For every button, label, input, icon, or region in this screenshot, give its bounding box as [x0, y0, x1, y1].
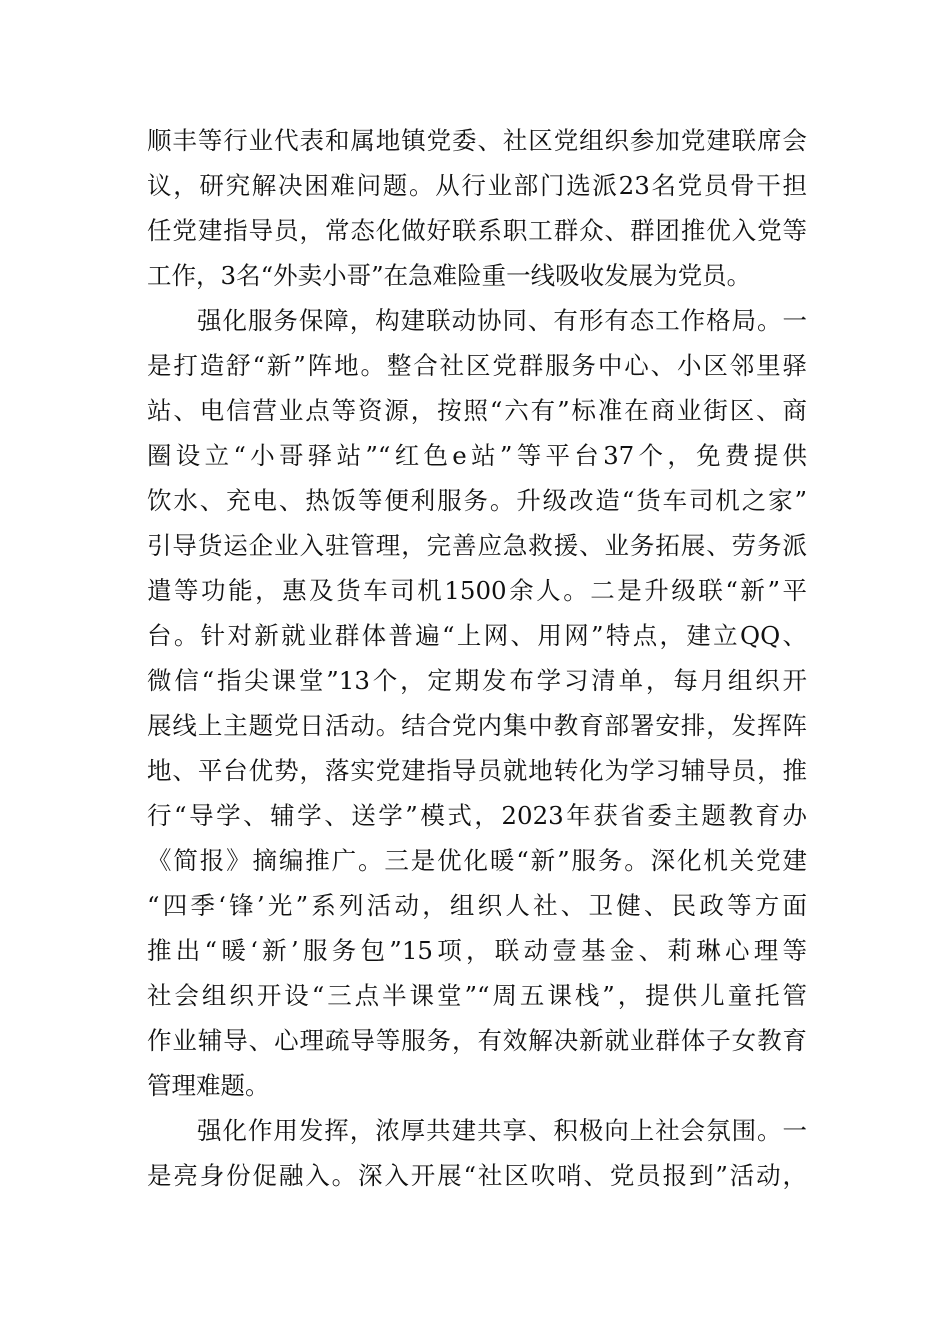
text-line: 工作，3名“外卖小哥”在急难险重一线吸收发展为党员。	[147, 261, 752, 290]
text-line: 圈设立“小哥驿站”“红色e站”等平台37个，免费提供	[147, 441, 807, 470]
text-line: 引导货运企业入驻管理，完善应急救援、业务拓展、劳务派	[147, 531, 807, 560]
text-line: 是打造舒“新”阵地。整合社区党群服务中心、小区邻里驿	[147, 351, 807, 380]
text-line: 遣等功能，惠及货车司机1500余人。二是升级联“新”平	[147, 576, 807, 605]
text-line: 展线上主题党日活动。结合党内集中教育部署安排，发挥阵	[147, 711, 807, 740]
text-line: 作业辅导、心理疏导等服务，有效解决新就业群体子女教育	[147, 1026, 807, 1055]
text-line: 站、电信营业点等资源，按照“六有”标准在商业街区、商	[147, 396, 807, 425]
text-line: 《简报》摘编推广。三是优化暖“新”服务。深化机关党建	[147, 846, 807, 875]
text-line: 社会组织开设“三点半课堂”“周五课栈”，提供儿童托管	[147, 981, 807, 1010]
text-line: “四季‘锋’光”系列活动，组织人社、卫健、民政等方面	[147, 891, 807, 920]
paragraph-heading-line: 强化服务保障，构建联动协同、有形有态工作格局。一	[197, 306, 807, 335]
text-line: 任党建指导员，常态化做好联系职工群众、群团推优入党等	[147, 216, 807, 245]
text-line: 地、平台优势，落实党建指导员就地转化为学习辅导员，推	[147, 756, 807, 785]
text-line: 饮水、充电、热饭等便利服务。升级改造“货车司机之家”	[147, 486, 807, 515]
paragraph-heading-line: 强化作用发挥，浓厚共建共享、积极向上社会氛围。一	[197, 1116, 807, 1145]
document-body	[147, 118, 807, 1198]
text-line: 顺丰等行业代表和属地镇党委、社区党组织参加党建联席会	[147, 126, 807, 155]
text-line: 是亮身份促融入。深入开展“社区吹哨、党员报到”活动，	[147, 1161, 807, 1190]
text-line: 推出“暖‘新’服务包”15项，联动壹基金、莉琳心理等	[147, 936, 807, 965]
text-line: 管理难题。	[147, 1071, 270, 1100]
text-line: 微信“指尖课堂”13个，定期发布学习清单，每月组织开	[147, 666, 807, 695]
text-line: 行“导学、辅学、送学”模式，2023年获省委主题教育办	[147, 801, 807, 830]
text-line: 议，研究解决困难问题。从行业部门选派23名党员骨干担	[147, 171, 807, 200]
text-line: 台。针对新就业群体普遍“上网、用网”特点，建立QQ、	[147, 621, 807, 650]
